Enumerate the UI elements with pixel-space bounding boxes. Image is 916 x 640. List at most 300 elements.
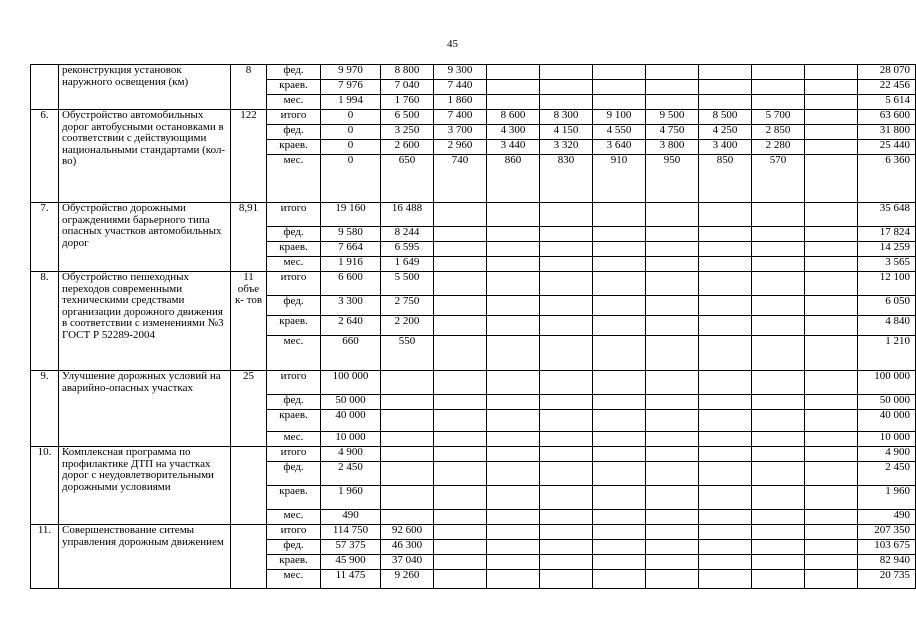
year-value: 40 000 xyxy=(321,410,381,432)
year-value xyxy=(381,462,434,486)
year-value xyxy=(434,462,487,486)
year-value xyxy=(752,80,805,95)
row-number: 10. xyxy=(31,447,59,525)
year-value: 650 xyxy=(381,155,434,203)
year-value: 0 xyxy=(321,140,381,155)
year-value xyxy=(752,203,805,227)
year-value xyxy=(805,155,858,203)
measure-name: Комплексная программа по профилактике ДТП на участках дорог с неудовлетворительными дорожными условиями xyxy=(59,447,231,525)
measure-name: реконструкция установок наружного освещения (км) xyxy=(59,65,231,110)
total-value: 63 600 xyxy=(858,110,916,125)
program-table xyxy=(30,64,916,589)
year-value xyxy=(593,525,646,540)
total-value: 14 259 xyxy=(858,242,916,257)
year-value xyxy=(646,432,699,447)
year-value xyxy=(646,227,699,242)
year-value xyxy=(646,510,699,525)
year-value: 1 860 xyxy=(434,95,487,110)
funding-source: краев. xyxy=(267,555,321,570)
year-value xyxy=(646,525,699,540)
year-value xyxy=(646,80,699,95)
total-value: 100 000 xyxy=(858,371,916,395)
funding-source: фед. xyxy=(267,540,321,555)
year-value xyxy=(593,371,646,395)
year-value: 860 xyxy=(487,155,540,203)
measure-name: Обустройство пешеходных переходов современными техническими средствами организации дорожного движения в соответствии с изменениями №3 ГОСТ Р 52289-2004 xyxy=(59,272,231,371)
year-value: 3 300 xyxy=(321,296,381,316)
year-value: 7 400 xyxy=(434,110,487,125)
year-value: 1 916 xyxy=(321,257,381,272)
year-value xyxy=(593,227,646,242)
total-value: 6 360 xyxy=(858,155,916,203)
year-value xyxy=(752,570,805,589)
year-value: 3 320 xyxy=(540,140,593,155)
year-value: 490 xyxy=(321,510,381,525)
total-value: 22 456 xyxy=(858,80,916,95)
year-value xyxy=(752,272,805,296)
year-value: 2 850 xyxy=(752,125,805,140)
total-value: 3 565 xyxy=(858,257,916,272)
year-value: 9 500 xyxy=(646,110,699,125)
year-value: 550 xyxy=(381,336,434,371)
funding-source: мес. xyxy=(267,570,321,589)
year-value xyxy=(593,486,646,510)
year-value: 3 250 xyxy=(381,125,434,140)
year-value xyxy=(434,227,487,242)
year-value xyxy=(752,65,805,80)
year-value xyxy=(593,65,646,80)
year-value xyxy=(752,227,805,242)
total-value: 4 840 xyxy=(858,316,916,336)
year-value: 114 750 xyxy=(321,525,381,540)
year-value xyxy=(646,555,699,570)
year-value xyxy=(805,510,858,525)
measure-quantity xyxy=(231,525,267,589)
year-value xyxy=(487,410,540,432)
year-value: 3 400 xyxy=(699,140,752,155)
year-value xyxy=(434,570,487,589)
measure-quantity: 8,91 xyxy=(231,203,267,272)
total-value: 20 735 xyxy=(858,570,916,589)
year-value xyxy=(752,555,805,570)
year-value: 950 xyxy=(646,155,699,203)
year-value xyxy=(487,227,540,242)
total-value: 4 900 xyxy=(858,447,916,462)
year-value: 7 976 xyxy=(321,80,381,95)
funding-source: итого xyxy=(267,203,321,227)
year-value xyxy=(699,510,752,525)
total-value: 10 000 xyxy=(858,432,916,447)
year-value xyxy=(752,486,805,510)
total-value: 5 614 xyxy=(858,95,916,110)
total-value: 103 675 xyxy=(858,540,916,555)
year-value xyxy=(699,316,752,336)
year-value xyxy=(540,80,593,95)
total-value: 50 000 xyxy=(858,395,916,410)
year-value xyxy=(805,272,858,296)
year-value: 9 580 xyxy=(321,227,381,242)
year-value xyxy=(699,432,752,447)
total-value: 25 440 xyxy=(858,140,916,155)
year-value xyxy=(593,510,646,525)
year-value: 9 260 xyxy=(381,570,434,589)
year-value xyxy=(487,65,540,80)
year-value xyxy=(805,486,858,510)
year-value xyxy=(805,203,858,227)
year-value: 9 100 xyxy=(593,110,646,125)
year-value xyxy=(805,525,858,540)
measure-name: Обустройство дорожными ограждениями барьерного типа опасных участков автомобильных дорог xyxy=(59,203,231,272)
year-value xyxy=(434,316,487,336)
funding-source: фед. xyxy=(267,296,321,316)
year-value: 3 800 xyxy=(646,140,699,155)
year-value: 46 300 xyxy=(381,540,434,555)
year-value xyxy=(699,555,752,570)
year-value xyxy=(805,242,858,257)
year-value: 92 600 xyxy=(381,525,434,540)
year-value xyxy=(487,203,540,227)
year-value xyxy=(699,395,752,410)
row-number: 6. xyxy=(31,110,59,203)
year-value xyxy=(381,447,434,462)
funding-source: итого xyxy=(267,447,321,462)
year-value xyxy=(487,257,540,272)
year-value xyxy=(646,371,699,395)
year-value: 830 xyxy=(540,155,593,203)
year-value xyxy=(593,316,646,336)
year-value: 6 595 xyxy=(381,242,434,257)
year-value xyxy=(699,242,752,257)
year-value xyxy=(434,272,487,296)
year-value: 19 160 xyxy=(321,203,381,227)
year-value xyxy=(646,95,699,110)
funding-source: итого xyxy=(267,525,321,540)
year-value xyxy=(593,336,646,371)
year-value xyxy=(752,525,805,540)
year-value xyxy=(540,257,593,272)
year-value xyxy=(540,227,593,242)
year-value xyxy=(752,395,805,410)
row-number: 9. xyxy=(31,371,59,447)
year-value xyxy=(593,80,646,95)
year-value xyxy=(805,80,858,95)
year-value xyxy=(593,540,646,555)
year-value xyxy=(487,80,540,95)
year-value: 4 900 xyxy=(321,447,381,462)
year-value xyxy=(699,257,752,272)
year-value: 2 750 xyxy=(381,296,434,316)
year-value: 8 600 xyxy=(487,110,540,125)
year-value xyxy=(540,555,593,570)
year-value xyxy=(540,462,593,486)
year-value: 5 700 xyxy=(752,110,805,125)
year-value: 8 800 xyxy=(381,65,434,80)
year-value: 850 xyxy=(699,155,752,203)
year-value: 8 500 xyxy=(699,110,752,125)
year-value xyxy=(805,371,858,395)
year-value xyxy=(593,242,646,257)
year-value xyxy=(593,447,646,462)
year-value xyxy=(540,316,593,336)
table-row xyxy=(31,272,916,296)
year-value xyxy=(593,555,646,570)
year-value xyxy=(487,570,540,589)
year-value xyxy=(540,486,593,510)
year-value xyxy=(540,242,593,257)
year-value xyxy=(434,203,487,227)
year-value: 9 970 xyxy=(321,65,381,80)
year-value xyxy=(540,570,593,589)
year-value: 8 244 xyxy=(381,227,434,242)
year-value xyxy=(540,296,593,316)
year-value xyxy=(434,410,487,432)
year-value: 50 000 xyxy=(321,395,381,410)
funding-source: мес. xyxy=(267,432,321,447)
year-value: 1 994 xyxy=(321,95,381,110)
year-value xyxy=(487,371,540,395)
page-number: 45 xyxy=(447,38,458,50)
year-value: 3 440 xyxy=(487,140,540,155)
year-value xyxy=(699,336,752,371)
year-value xyxy=(699,486,752,510)
year-value xyxy=(699,203,752,227)
total-value: 2 450 xyxy=(858,462,916,486)
measure-quantity: 25 xyxy=(231,371,267,447)
year-value xyxy=(805,462,858,486)
year-value xyxy=(487,462,540,486)
year-value: 4 750 xyxy=(646,125,699,140)
year-value: 1 960 xyxy=(321,486,381,510)
year-value xyxy=(805,125,858,140)
year-value xyxy=(699,296,752,316)
year-value xyxy=(487,316,540,336)
year-value xyxy=(699,371,752,395)
year-value: 45 900 xyxy=(321,555,381,570)
year-value xyxy=(752,432,805,447)
year-value: 7 440 xyxy=(434,80,487,95)
year-value xyxy=(593,257,646,272)
year-value xyxy=(646,540,699,555)
year-value xyxy=(434,486,487,510)
funding-source: фед. xyxy=(267,125,321,140)
year-value xyxy=(593,203,646,227)
table-row xyxy=(31,110,916,125)
year-value: 6 500 xyxy=(381,110,434,125)
year-value xyxy=(434,555,487,570)
table-row xyxy=(31,203,916,227)
year-value xyxy=(540,432,593,447)
year-value xyxy=(540,410,593,432)
year-value: 57 375 xyxy=(321,540,381,555)
year-value xyxy=(646,272,699,296)
year-value: 660 xyxy=(321,336,381,371)
year-value xyxy=(646,570,699,589)
total-value: 82 940 xyxy=(858,555,916,570)
year-value xyxy=(593,95,646,110)
year-value: 2 960 xyxy=(434,140,487,155)
year-value: 570 xyxy=(752,155,805,203)
year-value: 11 475 xyxy=(321,570,381,589)
funding-source: краев. xyxy=(267,486,321,510)
year-value xyxy=(805,316,858,336)
year-value xyxy=(805,140,858,155)
year-value xyxy=(487,272,540,296)
year-value xyxy=(805,570,858,589)
year-value xyxy=(487,296,540,316)
year-value xyxy=(381,410,434,432)
row-number: 8. xyxy=(31,272,59,371)
year-value xyxy=(699,540,752,555)
year-value: 100 000 xyxy=(321,371,381,395)
year-value xyxy=(805,65,858,80)
year-value xyxy=(434,525,487,540)
total-value: 1 960 xyxy=(858,486,916,510)
year-value: 7 664 xyxy=(321,242,381,257)
year-value: 3 640 xyxy=(593,140,646,155)
year-value xyxy=(434,447,487,462)
year-value xyxy=(540,203,593,227)
year-value xyxy=(752,257,805,272)
year-value xyxy=(699,65,752,80)
year-value xyxy=(487,555,540,570)
funding-source: мес. xyxy=(267,95,321,110)
year-value: 2 280 xyxy=(752,140,805,155)
funding-source: фед. xyxy=(267,227,321,242)
year-value: 10 000 xyxy=(321,432,381,447)
year-value xyxy=(540,272,593,296)
year-value xyxy=(434,510,487,525)
table-row xyxy=(31,447,916,462)
year-value xyxy=(646,316,699,336)
measure-name: Улучшение дорожных условий на аварийно-опасных участках xyxy=(59,371,231,447)
year-value xyxy=(752,316,805,336)
year-value: 1 649 xyxy=(381,257,434,272)
year-value xyxy=(487,447,540,462)
year-value xyxy=(646,410,699,432)
year-value xyxy=(805,257,858,272)
year-value xyxy=(699,570,752,589)
funding-source: краев. xyxy=(267,410,321,432)
funding-source: краев. xyxy=(267,242,321,257)
year-value xyxy=(540,395,593,410)
year-value xyxy=(434,257,487,272)
year-value: 37 040 xyxy=(381,555,434,570)
year-value xyxy=(540,510,593,525)
year-value: 6 600 xyxy=(321,272,381,296)
year-value xyxy=(646,257,699,272)
funding-source: фед. xyxy=(267,65,321,80)
measure-quantity: 8 xyxy=(231,65,267,110)
year-value xyxy=(540,65,593,80)
year-value: 910 xyxy=(593,155,646,203)
total-value: 490 xyxy=(858,510,916,525)
year-value xyxy=(752,371,805,395)
measure-name: Совершенствование ситемы управления дорожным движением xyxy=(59,525,231,589)
year-value xyxy=(752,410,805,432)
year-value xyxy=(540,447,593,462)
year-value xyxy=(805,95,858,110)
year-value xyxy=(805,540,858,555)
funding-source: мес. xyxy=(267,257,321,272)
year-value xyxy=(646,296,699,316)
year-value xyxy=(805,555,858,570)
year-value xyxy=(752,462,805,486)
year-value xyxy=(805,336,858,371)
year-value xyxy=(805,395,858,410)
funding-source: мес. xyxy=(267,155,321,203)
year-value xyxy=(646,336,699,371)
year-value xyxy=(540,525,593,540)
year-value xyxy=(805,432,858,447)
year-value xyxy=(381,486,434,510)
year-value: 8 300 xyxy=(540,110,593,125)
year-value xyxy=(593,462,646,486)
total-value: 1 210 xyxy=(858,336,916,371)
table-row xyxy=(31,65,916,80)
year-value xyxy=(805,447,858,462)
year-value: 5 500 xyxy=(381,272,434,296)
funding-source: краев. xyxy=(267,140,321,155)
year-value xyxy=(434,242,487,257)
year-value: 2 600 xyxy=(381,140,434,155)
year-value xyxy=(699,80,752,95)
year-value: 1 760 xyxy=(381,95,434,110)
year-value xyxy=(540,95,593,110)
year-value xyxy=(646,395,699,410)
year-value xyxy=(646,486,699,510)
year-value xyxy=(646,242,699,257)
row-number xyxy=(31,65,59,110)
year-value xyxy=(487,525,540,540)
year-value xyxy=(434,540,487,555)
year-value: 4 550 xyxy=(593,125,646,140)
table-row xyxy=(31,525,916,540)
year-value xyxy=(646,462,699,486)
year-value xyxy=(752,242,805,257)
year-value: 4 150 xyxy=(540,125,593,140)
measure-quantity: 11 объе к- тов xyxy=(231,272,267,371)
year-value xyxy=(699,462,752,486)
year-value: 0 xyxy=(321,125,381,140)
year-value xyxy=(699,447,752,462)
year-value xyxy=(699,227,752,242)
year-value xyxy=(593,395,646,410)
year-value xyxy=(487,395,540,410)
year-value xyxy=(646,447,699,462)
total-value: 12 100 xyxy=(858,272,916,296)
year-value xyxy=(752,336,805,371)
year-value xyxy=(752,447,805,462)
year-value xyxy=(434,432,487,447)
measure-name: Обустройство автомобильных дорог автобусными остановками в соответствии с действующими национальными стандартами (кол-во) xyxy=(59,110,231,203)
year-value xyxy=(593,410,646,432)
year-value: 3 700 xyxy=(434,125,487,140)
funding-source: итого xyxy=(267,272,321,296)
year-value xyxy=(540,336,593,371)
year-value xyxy=(540,540,593,555)
year-value xyxy=(593,272,646,296)
year-value xyxy=(434,336,487,371)
total-value: 28 070 xyxy=(858,65,916,80)
year-value xyxy=(593,432,646,447)
year-value xyxy=(752,540,805,555)
year-value: 2 200 xyxy=(381,316,434,336)
year-value xyxy=(752,95,805,110)
year-value xyxy=(805,227,858,242)
measure-quantity: 122 xyxy=(231,110,267,203)
year-value: 4 300 xyxy=(487,125,540,140)
year-value xyxy=(434,296,487,316)
